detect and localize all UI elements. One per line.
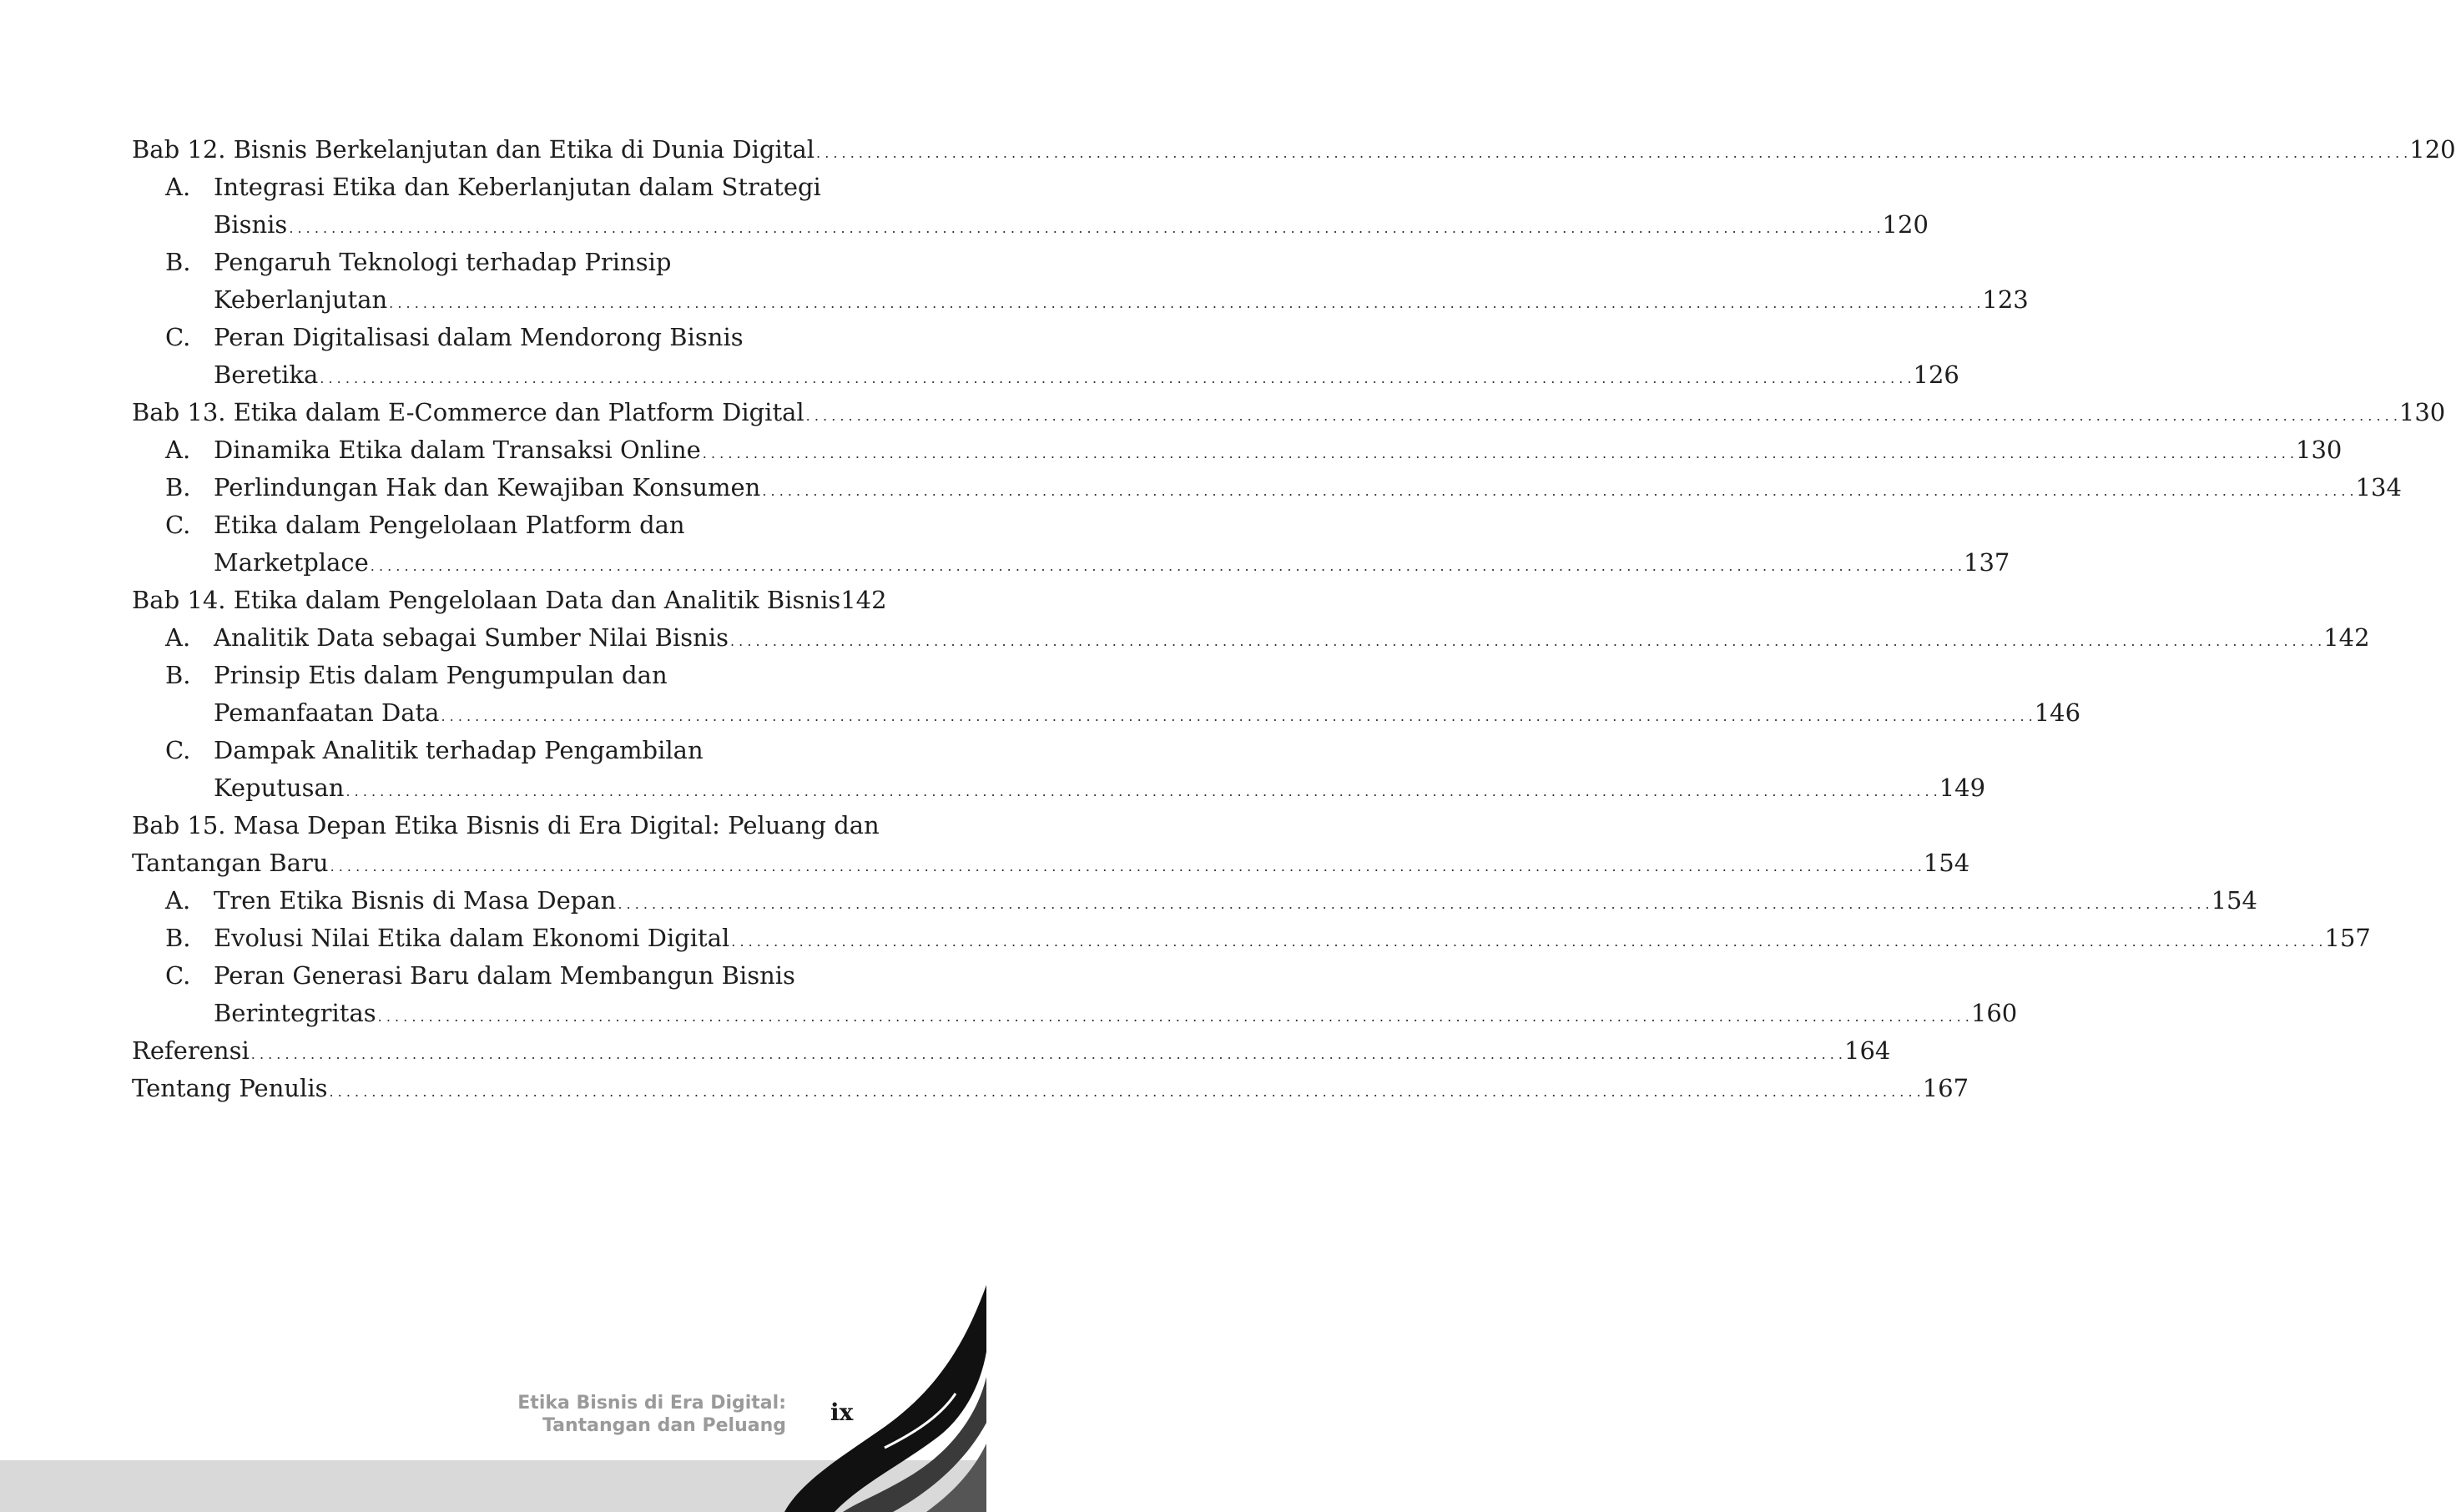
decorative-swoosh [784, 1285, 986, 1512]
toc-entry [132, 206, 1929, 244]
toc-entry-title: Evolusi Nilai Etika dalam Ekonomi Digital [214, 924, 730, 952]
dot-leader [441, 698, 2032, 735]
toc-entry [132, 544, 2010, 582]
toc-entry-title: Beretika [214, 360, 319, 389]
toc-entry [132, 507, 847, 544]
toc-entry-page: 120 [1882, 210, 1929, 239]
toc-entry-title: Pengaruh Teknologi terhadap Prinsip [214, 248, 672, 276]
toc-entry-letter: B. [165, 248, 191, 276]
book-title-line2: Tantangan dan Peluang [542, 1415, 786, 1436]
toc-entry [132, 582, 887, 619]
toc-entry-letter: C. [165, 736, 191, 764]
toc-entry-page: 146 [2034, 698, 2081, 727]
dot-leader [330, 848, 1922, 885]
book-title-line1: Etika Bisnis di Era Digital: [517, 1393, 786, 1414]
toc-entry-title: Marketplace [214, 548, 369, 577]
toc-entry [132, 431, 2343, 469]
toc-entry [132, 844, 1970, 882]
toc-entry-letter: C. [165, 511, 191, 539]
toc-entry-title: Dampak Analitik terhadap Pengambilan [214, 736, 704, 764]
toc-entry-title: Bab 14. Etika dalam Pengelolaan Data dan Analitik Bisnis [132, 586, 841, 614]
toc-entry-page: 164 [1844, 1036, 1891, 1065]
toc-entry-title: Dinamika Etika dalam Transaksi Online [214, 436, 701, 464]
dot-leader [330, 1073, 1921, 1111]
dot-leader [816, 134, 2408, 172]
toc-entry [132, 920, 2371, 957]
toc-entry [132, 281, 2029, 319]
toc-entry-letter: B. [165, 661, 191, 689]
toc-entry [132, 131, 2456, 169]
toc-entry-letter: C. [165, 323, 191, 351]
toc-entry-letter: A. [165, 436, 191, 464]
dot-leader [703, 435, 2294, 472]
toc-entry-page: 154 [2211, 886, 2257, 915]
toc-entry [132, 657, 847, 694]
dot-leader [806, 397, 2398, 435]
toc-entry-page: 130 [2398, 398, 2446, 426]
dot-leader [378, 998, 1969, 1036]
toc-entry-title: Prinsip Etis dalam Pengumpulan dan [214, 661, 668, 689]
dot-leader [618, 885, 2209, 923]
dot-leader [345, 773, 1937, 810]
toc-entry-title: Tentang Penulis [132, 1074, 328, 1102]
toc-entry-title: Bab 12. Bisnis Berkelanjutan dan Etika di Dunia Digital [132, 135, 815, 164]
toc-entry [132, 769, 1986, 807]
toc-entry [132, 169, 847, 206]
toc-entry-title: Pemanfaatan Data [214, 698, 440, 727]
toc-entry [132, 394, 2446, 431]
dot-leader [389, 285, 1980, 322]
toc-entry [132, 807, 880, 844]
toc-entry [132, 619, 2370, 657]
toc-entry-letter: A. [165, 623, 191, 652]
dot-leader [251, 1036, 1843, 1073]
toc-entry [132, 356, 1959, 394]
toc-entry-page: 149 [1939, 774, 1986, 802]
toc-entry-title: Bisnis [214, 210, 288, 239]
toc-entry-title: Referensi [132, 1036, 250, 1065]
toc-entry [132, 319, 847, 356]
toc-entry-title: Bab 13. Etika dalam E-Commerce dan Platform Digital [132, 398, 804, 426]
toc-entry-page: 160 [1970, 999, 2018, 1027]
toc-entry [132, 882, 2257, 920]
toc-entry-page: 134 [2355, 473, 2402, 501]
toc-entry-title: Keberlanjutan [214, 285, 388, 314]
toc-entry-letter: B. [165, 924, 191, 952]
book-title [517, 1392, 786, 1437]
toc-entry-title: Etika dalam Pengelolaan Platform dan [214, 511, 685, 539]
dot-leader [320, 360, 1911, 397]
toc-entry-title: Tantangan Baru [132, 849, 329, 877]
toc-entry-title: Analitik Data sebagai Sumber Nilai Bisnis [214, 623, 729, 652]
toc-entry-page: 137 [1964, 548, 2010, 577]
toc-entry-page: 126 [1913, 360, 1959, 389]
toc-entry-letter: A. [165, 886, 191, 915]
toc-entry-page: 154 [1923, 849, 1970, 877]
dot-leader [762, 472, 2353, 510]
toc-entry [132, 244, 847, 281]
toc-entry [132, 957, 847, 995]
dot-leader [730, 622, 2322, 660]
toc-entry [132, 995, 2018, 1032]
toc-entry-title: Tren Etika Bisnis di Masa Depan [214, 886, 617, 915]
toc-entry-title: Keputusan [214, 774, 345, 802]
toc-entry-page: 142 [840, 586, 887, 614]
dot-leader [289, 209, 1880, 247]
toc-entry-title: Perlindungan Hak dan Kewajiban Konsumen [214, 473, 761, 501]
toc-entry-title: Bab 15. Masa Depan Etika Bisnis di Era Digital: Peluang dan [132, 811, 880, 839]
toc-entry-letter: B. [165, 473, 191, 501]
toc-entry-page: 142 [2323, 623, 2370, 652]
toc-entry-page: 157 [2324, 924, 2371, 952]
toc-entry [132, 469, 2402, 507]
toc-entry-page: 120 [2409, 135, 2456, 164]
toc-entry-page: 123 [1982, 285, 2029, 314]
page-number: ix [830, 1399, 854, 1426]
toc-entry [132, 732, 847, 769]
toc-entry [132, 1032, 1891, 1070]
dot-leader [371, 547, 1962, 585]
toc-entry-title: Integrasi Etika dan Keberlanjutan dalam Strategi [214, 173, 821, 201]
toc-entry-letter: A. [165, 173, 191, 201]
toc-entry-title: Peran Generasi Baru dalam Membangun Bisnis [214, 961, 795, 990]
toc-entry-page: 167 [1922, 1074, 1969, 1102]
dot-leader [731, 923, 2322, 960]
toc-entry-title: Berintegritas [214, 999, 376, 1027]
toc-entry-letter: C. [165, 961, 191, 990]
table-of-contents [132, 131, 2456, 1107]
toc-entry-page: 130 [2296, 436, 2343, 464]
toc-entry [132, 1070, 1969, 1107]
toc-entry [132, 694, 2081, 732]
toc-entry-title: Peran Digitalisasi dalam Mendorong Bisnis [214, 323, 744, 351]
